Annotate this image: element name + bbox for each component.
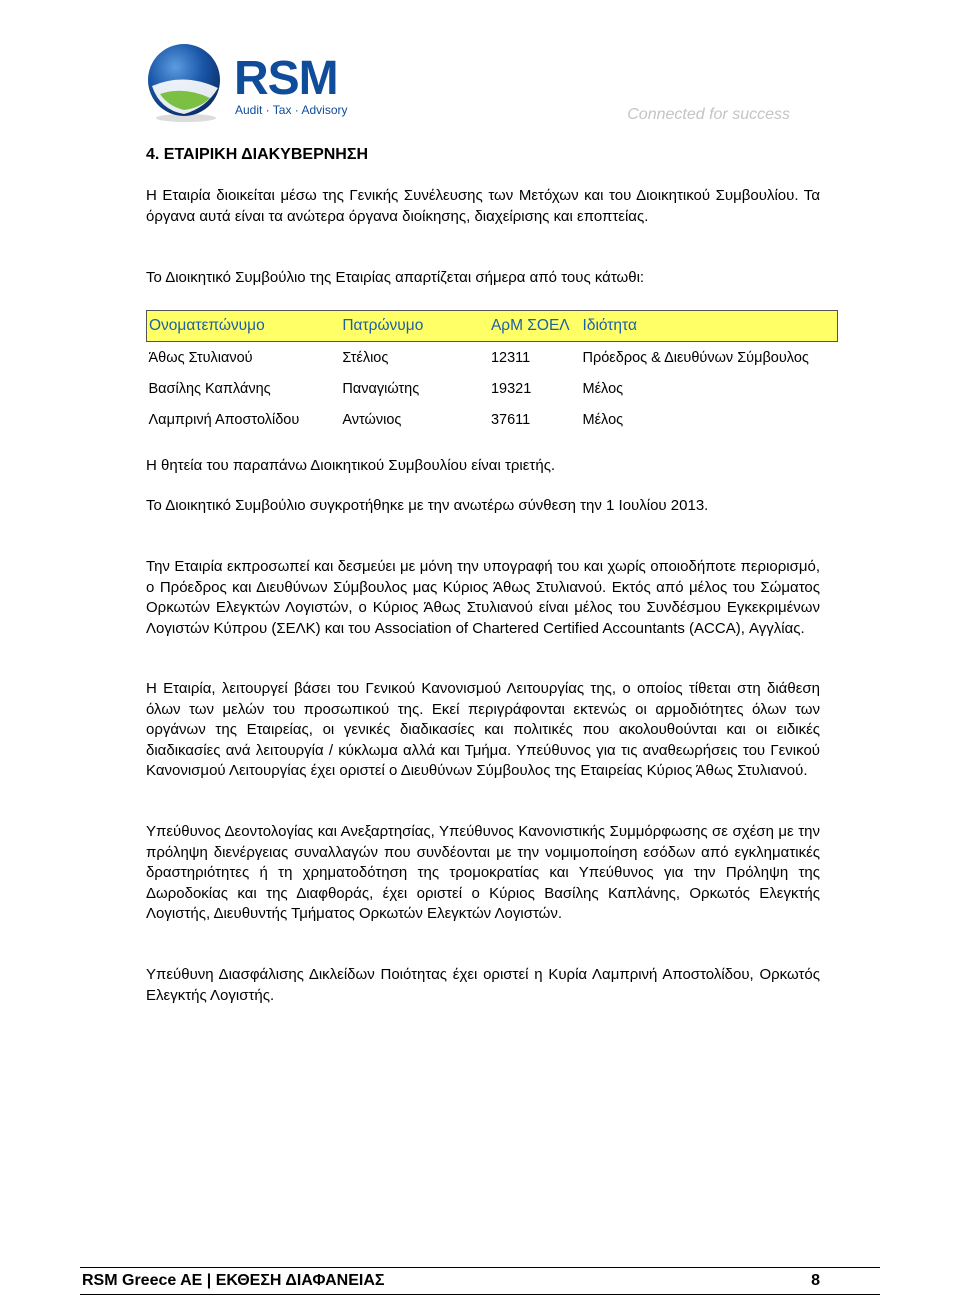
regulation-paragraph: Η Εταιρία, λειτουργεί βάσει του Γενικού Κανονισμού Λειτουργίας της, ο οποίος τίθεται στη διάθεση όλων των μελών του προσωπικού της. Εκεί περιγράφονται εκτενώς οι αρμοδιότητες όλων των οργάνων της Εταιρείας, οι γενικές διαδικασίες και πολιτικές που ακολουθούνται και οι ειδικές διαδικασίες ανά λειτουργία / κύκλωμα αλλά και Τμήμα. Υπεύθυνος για τις αναθεωρήσεις του Γενικού Κανονισμού Λειτουργίας έχει οριστεί ο Διευθύνων Σύμβουλος της Εταιρείας Κύριος Άθως Στυλιανού. — [146, 680, 820, 779]
compliance-paragraph: Υπεύθυνος Δεοντολογίας και Ανεξαρτησίας, Υπεύθυνος Κανονιστικής Συμμόρφωσης σε σχέση με την πρόληψη διενέργειας συναλλαγών που συνδέονται με την νομιμοποίηση εσόδων από εγκληματικές δραστηριότητες ή τη χρηματοδότηση της τρομοκρατίας και Υπεύθυνος για την Πρόληψη της Δωροδοκίας και της Διαφθοράς, έχει οριστεί ο Κύριος Βασίλης Καπλάνης, Ορκωτός Ελεγκτής Λογιστής, Διευθυντής Τμήματος Ορκωτών Ελεγκτών Λογιστών. — [146, 823, 820, 922]
cell-registry-number: 19321 — [490, 380, 532, 397]
cell-name: Λαμπρινή Αποστολίδου — [148, 411, 300, 428]
cell-registry-number: 12311 — [490, 349, 531, 366]
header-name: Ονοματεπώνυμο — [147, 311, 341, 342]
cell-name: Βασίλης Καπλάνης — [148, 380, 271, 397]
globe-icon — [148, 44, 220, 122]
term-paragraph: Η θητεία του παραπάνω Διοικητικού Συμβουλίου είναι τριετής. — [146, 457, 556, 474]
header-registry-number: ΑρΜ ΣΟΕΛ — [489, 311, 581, 342]
page-footer — [80, 1267, 880, 1295]
cell-patronym: Παναγιώτης — [342, 380, 420, 397]
cell-name: Άθως Στυλιανού — [148, 349, 253, 366]
cell-role: Μέλος — [582, 411, 624, 428]
cell-role: Πρόεδρος & Διευθύνων Σύμβουλος — [582, 349, 809, 366]
table-row — [147, 342, 838, 374]
representation-paragraph: Την Εταιρία εκπροσωπεί και δεσμεύει με μόνη την υπογραφή του και χωρίς οποιοδήποτε περιορισμό, ο Πρόεδρος και Διευθύνων Σύμβουλος μας Κύριος Άθως Στυλιανού. Εκτός από μέλος του Σώματος Ορκωτών Ελεγκτών Λογιστών, ο Κύριος Άθως Στυλιανού είναι μέλος του Συνδέσμου Εγκεκριμένων Λογιστών Κύπρου (ΣΕΛΚ) και του Association of Chartered Certified Accountants (ACCA), Αγγλίας. — [146, 558, 820, 637]
cell-role: Μέλος — [582, 380, 624, 397]
header-patronym: Πατρώνυμο — [340, 311, 489, 342]
table-row — [147, 404, 838, 435]
intro-paragraph: Η Εταιρία διοικείται μέσω της Γενικής Συνέλευσης των Μετόχων και του Διοικητικού Συμβουλίου. Τα όργανα αυτά είναι τα ανώτερα όργανα διοίκησης, διαχείρισης και εποπτείας. — [146, 187, 820, 225]
logo-text: RSM — [234, 52, 338, 105]
cell-patronym: Αντώνιος — [342, 411, 402, 428]
board-intro-paragraph: Το Διοικητικό Συμβούλιο της Εταιρίας απαρτίζεται σήμερα από τους κάτωθι: — [146, 269, 645, 286]
table-row — [147, 373, 838, 404]
rsm-logo — [146, 42, 348, 124]
tagline: Connected for success — [627, 106, 790, 123]
quality-paragraph: Υπεύθυνη Διασφάλισης Δικλείδων Ποιότητας έχει οριστεί η Κυρία Λαμπρινή Αποστολίδου, Ορκωτός Ελεγκτής Λογιστής. — [146, 966, 820, 1004]
board-table — [146, 310, 838, 435]
page-number: 8 — [811, 1272, 820, 1289]
header-role: Ιδιότητα — [581, 311, 838, 342]
formed-paragraph: Το Διοικητικό Συμβούλιο συγκροτήθηκε με την ανωτέρω σύνθεση την 1 Ιουλίου 2013. — [146, 497, 709, 514]
cell-registry-number: 37611 — [490, 411, 531, 428]
cell-patronym: Στέλιος — [342, 349, 389, 366]
logo-subtitle: Audit · Tax · Advisory — [235, 103, 348, 117]
table-header-row — [147, 311, 838, 342]
section-heading: 4. ΕΤΑΙΡΙΚΗ ΔΙΑΚΥΒΕΡΝΗΣΗ — [146, 146, 369, 163]
footer-title: RSM Greece AE | ΕΚΘΕΣΗ ΔΙΑΦΑΝΕΙΑΣ — [82, 1272, 385, 1289]
